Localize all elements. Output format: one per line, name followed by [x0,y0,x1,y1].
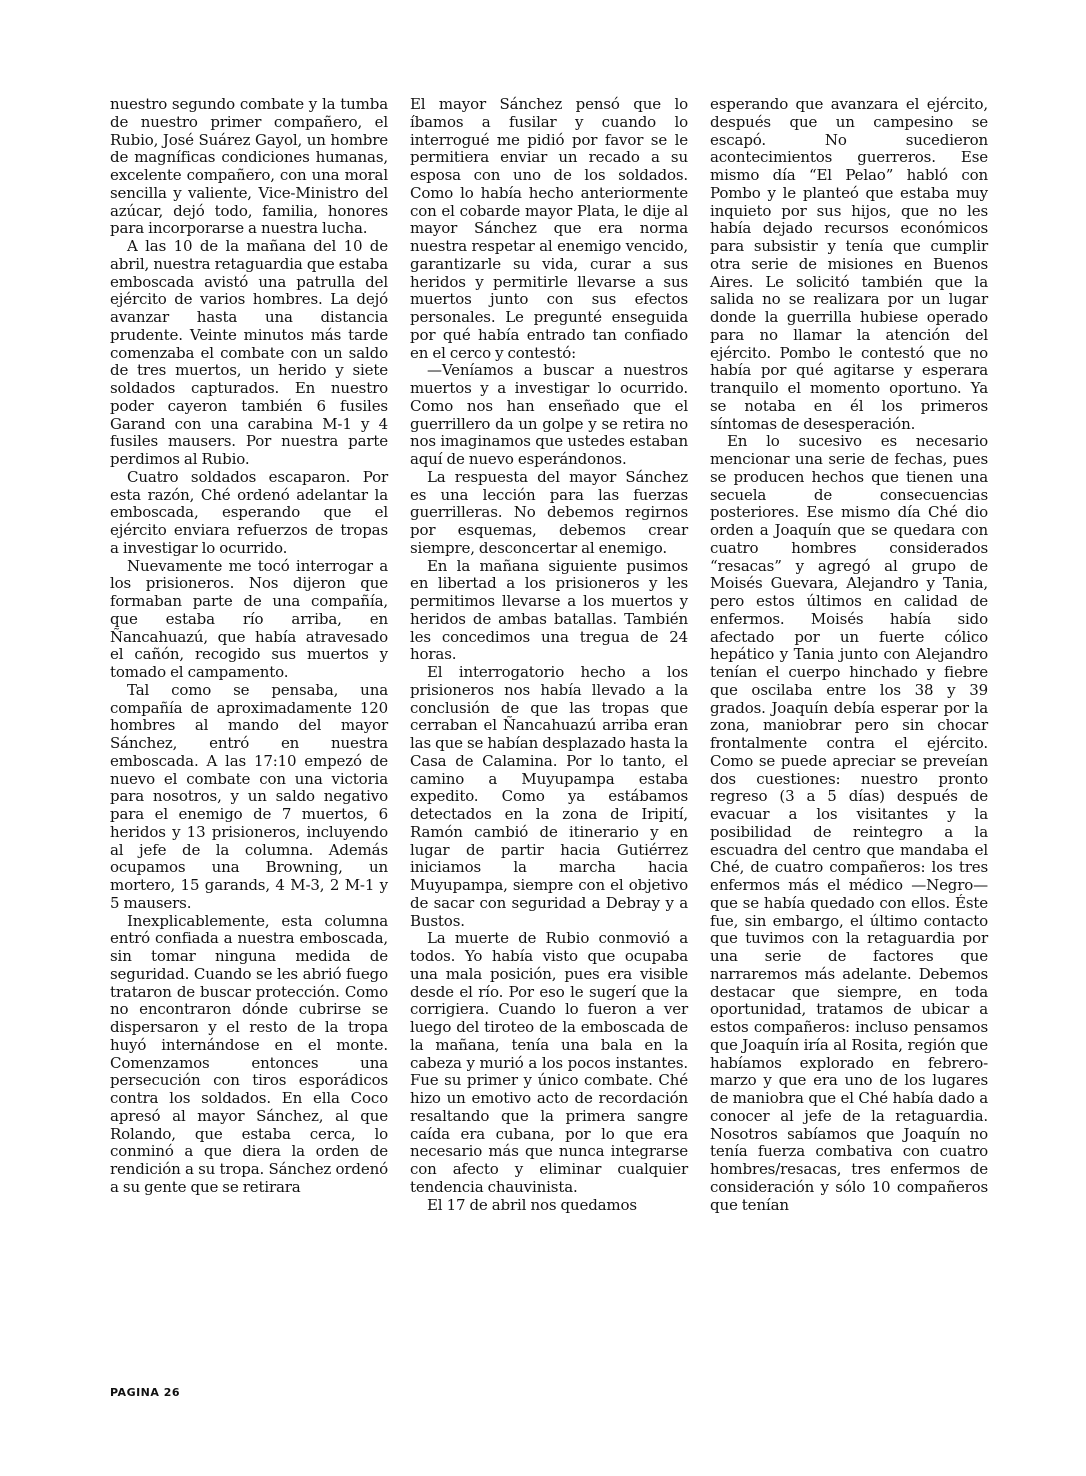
paragraph: En la mañana siguiente pusimos en libertad a los prisioneros y les permitimos llevarse a los muertos y heridos de ambas batallas. También les concedimos una tregua de 24 horas. [410,556,688,664]
paragraph: A las 10 de la mañana del 10 de abril, nuestra retaguardia que estaba emboscada avistó una patrulla del ejército de varios hombres. La dejó avanzar hasta una distancia prudente. Veinte minutos más tarde comenzaba el combate con un saldo de tres muertos, un herido y siete soldados capturados. En nuestro poder cayeron también 6 fusiles Garand con una carabina M-1 y 4 fusiles mausers. Por nuestra parte perdimos al Rubio. [110,237,388,468]
paragraph: Inexplicablemente, esta columna entró confiada a nuestra emboscada, sin tomar ninguna medida de seguridad. Cuando se les abrió fuego trataron de buscar protección. Como no encontraron dónde cubrirse se dispersaron y el resto de la tropa huyó internándose en el monte. Comenzamos entonces una persecución con tiros esporádicos contra los soldados. En ella Coco apresó al mayor Sánchez, al que Rolando, que estaba cerca, lo conminó a que diera la orden de rendición a su tropa. Sánchez ordenó a su gente que se retirara [110,911,388,1196]
paragraph: esperando que avanzara el ejército, después que un campesino se escapó. No sucedieron acontecimientos guerreros. Ese mismo día “El Pelao” habló con Pombo y le planteó que estaba muy inquieto por sus hijos, que no les había dejado recursos económicos para subsistir y tenía que cumplir otra serie de misiones en Buenos Aires. Le solicitó también que la salida no se realizara por un lugar donde la guerrilla hubiese operado para no llamar la atención del ejército. Pombo le contestó que no había por qué agitarse y esperara tranquilo el momento oportuno. Ya se notaba en él los primeros síntomas de desesperación. [710,95,988,433]
paragraph: La respuesta del mayor Sánchez es una lección para las fuerzas guerrilleras. No debemos regirnos por esquemas, debemos crear siempre, desconcertar al enemigo. [410,467,688,557]
paragraph: nuestro segundo combate y la tumba de nuestro primer compañero, el Rubio, José Suárez Gayol, un hombre de magníficas condiciones humanas, excelente compañero, con una moral sencilla y valiente, Vice-Ministro del azúcar, dejó todo, familia, honores para incorporarse a nuestra lucha. [110,95,388,238]
paragraph: En lo sucesivo es necesario mencionar una serie de fechas, pues se producen hechos que tienen una secuela de consecuencias posteriores. Ese mismo día Ché dio orden a Joaquín que se quedara con cuatro hombres considerados “resacas” y agregó al grupo de Moisés Guevara, Alejandro y Tania, pero estos últimos en calidad de enfermos. Moisés había sido afectado por un fuerte cólico hepático y Tania junto con Alejandro tenían el cuerpo hinchado y fiebre que oscilaba entre los 38 y 39 grados. Joaquín debía esperar por la zona, maniobrar pero sin chocar frontalmente contra el ejército. Como se puede apreciar se preveían dos cuestiones: nuestro pronto regreso (3 a 5 días) después de evacuar a los visitantes y la posibilidad de reintegro a la escuadra del centro que mandaba el Ché, de cuatro compañeros: los tres enfermos más el médico —Negro— que se había quedado con ellos. Éste fue, sin embargo, el último contacto que tuvimos con la retaguardia por una serie de factores que narraremos más adelante. Debemos destacar que siempre, en toda oportunidad, tratamos de ubicar a estos compañeros: incluso pensamos que Joaquín iría al Rosita, región que habíamos explorado en febrero-marzo y que era uno de los lugares de maniobra que el Ché había dado a conocer al jefe de la retaguardia. Nosotros sabíamos que Joaquín no tenía fuerza combativa con cuatro hombres/resacas, tres enfermos de consideración y sólo 10 compañeros que tenían [710,432,988,1214]
paragraph: Tal como se pensaba, una compañía de aproximadamente 120 hombres al mando del mayor Sánchez, entró en nuestra emboscada. A las 17:10 empezó de nuevo el combate con una victoria para nosotros, y un saldo negativo para el enemigo de 7 muertos, 6 heridos y 13 prisioneros, incluyendo al jefe de la columna. Además ocupamos una Browning, un mortero, 15 garands, 4 M-3, 2 M-1 y 5 mausers. [110,680,388,912]
paragraph: Cuatro soldados escaparon. Por esta razón, Ché ordenó adelantar la emboscada, esperando que el ejército enviara refuerzos de tropas a investigar lo ocurrido. [110,467,388,557]
paragraph: Nuevamente me tocó interrogar a los prisioneros. Nos dijeron que formaban parte de una compañía, que estaba río arriba, en Ñancahuazú, que había atravesado el cañón, recogido sus muertos y tomado el campamento. [110,556,388,681]
paragraph: El mayor Sánchez pensó que lo íbamos a fusilar y cuando lo interrogué me pidió por favor se le permitiera enviar un recado a su esposa con uno de los soldados. Como lo había hecho anteriormente con el cobarde mayor Plata, le dije al mayor Sánchez que era norma nuestra respetar al enemigo vencido, garantizarle su vida, curar a sus heridos y permitirle llevarse a sus muertos junto con sus efectos personales. Le pregunté enseguida por qué había entrado tan confiado en el cerco y contestó: [410,95,688,362]
paragraph: La muerte de Rubio conmovió a todos. Yo había visto que ocupaba una mala posición, pues era visible desde el río. Por eso le sugerí que la corrigiera. Cuando lo fueron a ver luego del tiroteo de la emboscada de la mañana, tenía una bala en la cabeza y murió a los pocos instantes. Fue su primer y único combate. Ché hizo un emotivo acto de recordación resaltando que la primera sangre caída era cubana, por lo que era necesario más que nunca integrarse con afecto y eliminar cualquier tendencia chauvinista. [410,929,688,1196]
page-number-footer: PAGINA 26 [110,1386,181,1399]
text-column-2 [410,96,688,1214]
paragraph: El 17 de abril nos quedamos [427,1195,637,1214]
paragraph: —Veníamos a buscar a nuestros muertos y a investigar lo ocurrido. Como nos han enseñado que el guerrillero da un golpe y se retira no nos imaginamos que ustedes estaban aquí de nuevo esperándonos. [410,361,688,468]
text-column-3 [710,96,988,1214]
paragraph: El interrogatorio hecho a los prisioneros nos había llevado a la conclusión de que las tropas que cerraban el Ñancahuazú arriba eran las que se habían desplazado hasta la Casa de Calamina. Por lo tanto, el camino a Muyupampa estaba expedito. Como ya estábamos detectados en la zona de Iripití, Ramón cambió de itinerario y en lugar de partir hacia Gutiérrez iniciamos la marcha hacia Muyupampa, siempre con el objetivo de sacar con seguridad a Debray y a Bustos. [410,663,688,930]
text-column-1 [110,96,388,1197]
